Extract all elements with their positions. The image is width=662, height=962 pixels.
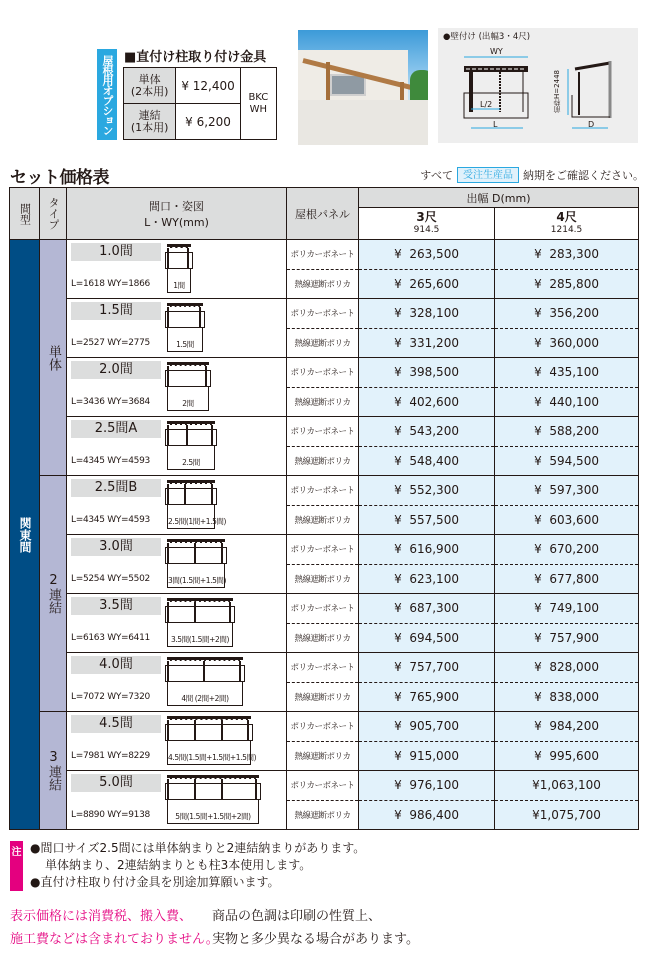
panel-polycarbonate: ポリカーボネート (287, 240, 359, 270)
notes (30, 840, 365, 891)
price-4shaku-poly: ¥ 670,200 (495, 535, 639, 565)
panel-heat-block: 熱線遮断ポリカ (287, 269, 359, 299)
size-dimensions: L=8890 WY=9138 (71, 810, 150, 820)
price-3shaku-poly: ¥ 976,100 (359, 771, 495, 801)
layout-figure-icon (167, 539, 227, 589)
order-notice (420, 167, 644, 183)
size-dimensions: L=5254 WY=5502 (71, 574, 150, 584)
height-label: 前枠H=2448 (553, 70, 561, 113)
notice-prefix: すべて (420, 169, 453, 182)
price-3shaku-heat: ¥ 548,400 (359, 446, 495, 476)
d-label: D (588, 120, 595, 129)
color-code: WH (249, 103, 268, 115)
size-dimensions: L=4345 WY=4593 (71, 456, 150, 466)
price-3shaku-poly: ¥ 328,100 (359, 299, 495, 329)
page-title: セット価格表 (10, 168, 109, 188)
span-label: 2.5間 (182, 458, 200, 467)
panel-heat-block: 熱線遮断ポリカ (287, 623, 359, 653)
panel-heat-block: 熱線遮断ポリカ (287, 682, 359, 712)
price-4shaku-heat: ¥ 677,800 (495, 564, 639, 594)
color-code: BKC (248, 91, 269, 103)
size-cell (67, 653, 287, 712)
layout-figure-icon (167, 716, 257, 766)
option-label-main: 単体 (138, 72, 161, 86)
notice-suffix: 納期をご確認ください。 (523, 169, 644, 182)
span-label: 1.5間 (176, 340, 194, 349)
table-row (10, 771, 639, 801)
roof-icon (167, 716, 251, 720)
panel-heat-block: 熱線遮断ポリカ (287, 800, 359, 830)
price-3shaku-heat: ¥ 265,600 (359, 269, 495, 299)
panel-polycarbonate: ポリカーボネート (287, 417, 359, 447)
disclaimer-line: 商品の色調は印刷の性質上、 (212, 909, 382, 924)
l-half-label: L/2 (480, 100, 493, 109)
size-dimensions: L=6163 WY=6411 (71, 633, 150, 643)
price-3shaku-heat: ¥ 986,400 (359, 800, 495, 830)
price-4shaku-poly: ¥ 597,300 (495, 476, 639, 506)
option-title: ■直付け柱取り付け金具 (124, 50, 267, 65)
layout-figure-icon (167, 657, 245, 707)
span-label: 3.5間(1.5間+2間) (170, 635, 230, 644)
panel-polycarbonate: ポリカーボネート (287, 653, 359, 683)
disclaimer-line: 実物と多少異なる場合があります。 (212, 932, 419, 947)
option-label-sub: (2本用) (130, 84, 169, 98)
price-4shaku-poly: ¥ 828,000 (495, 653, 639, 683)
size-dimensions: L=3436 WY=3684 (71, 397, 150, 407)
price-3shaku-poly: ¥ 757,700 (359, 653, 495, 683)
header-kei: 間型 (10, 188, 40, 240)
table-row (10, 417, 639, 447)
price-4shaku-poly: ¥ 435,100 (495, 358, 639, 388)
span-label: 3間(1.5間+1.5間) (168, 576, 227, 585)
note-mark: 注 (10, 841, 23, 891)
table-row (10, 358, 639, 388)
roof-icon (167, 421, 215, 425)
price-4shaku-heat: ¥ 594,500 (495, 446, 639, 476)
size-cell (67, 771, 287, 830)
table-row (10, 240, 639, 270)
roof-icon (167, 480, 215, 484)
size-name: 3.0間 (71, 538, 161, 556)
color-disclaimer (212, 905, 419, 951)
installation-diagram (438, 28, 638, 143)
span-base-icon (167, 328, 203, 352)
span-label: 5間(1.5間+1.5間+2間) (175, 812, 251, 821)
disclaimer-line: 施工費などは含まれておりません。 (10, 932, 219, 947)
fence-frame-icon (165, 370, 211, 387)
header-type: タイプ (40, 188, 67, 240)
roof-icon (167, 657, 243, 661)
price-3shaku-poly: ¥ 905,700 (359, 712, 495, 742)
span-base-icon (167, 387, 209, 411)
price-3shaku-poly: ¥ 263,500 (359, 240, 495, 270)
span-label: 4.5間(1.5間+1.5間+1.5間) (168, 753, 257, 762)
size-cell (67, 712, 287, 771)
price-3shaku-heat: ¥ 402,600 (359, 387, 495, 417)
table-row (10, 535, 639, 565)
layout-figure-icon (167, 303, 205, 353)
size-cell (67, 476, 287, 535)
price-3shaku-heat: ¥ 765,900 (359, 682, 495, 712)
roof-icon (167, 539, 225, 543)
price-3shaku-poly: ¥ 552,300 (359, 476, 495, 506)
price-4shaku-poly: ¥1,063,100 (495, 771, 639, 801)
price-3shaku-heat: ¥ 557,500 (359, 505, 495, 535)
layout-figure-icon (167, 244, 193, 294)
size-name: 4.0間 (71, 656, 161, 674)
roof-icon (167, 362, 209, 366)
panel-polycarbonate: ポリカーボネート (287, 771, 359, 801)
table-row (10, 653, 639, 683)
span-base-icon (167, 800, 259, 824)
header-4shaku: 4尺 1214.5 (495, 208, 639, 240)
size-dimensions: L=1618 WY=1866 (71, 279, 150, 289)
span-base-icon (167, 505, 227, 529)
fence-frame-icon (165, 665, 245, 682)
span-base-icon (167, 269, 191, 293)
size-cell (67, 417, 287, 476)
size-dimensions: L=4345 WY=4593 (71, 515, 150, 525)
diagram-caption: ●壁付け (出幅3・4尺) (443, 32, 531, 42)
layout-figure-icon (167, 775, 261, 825)
fence-frame-icon (165, 724, 253, 741)
size-cell (67, 358, 287, 417)
header-3shaku: 3尺 914.5 (359, 208, 495, 240)
price-4shaku-poly: ¥ 984,200 (495, 712, 639, 742)
wy-label: WY (490, 47, 503, 56)
roof-icon (167, 598, 233, 602)
fence-frame-icon (165, 547, 227, 564)
option-price: ¥ 12,400 (176, 68, 240, 104)
header-panel: 屋根パネル (287, 188, 359, 240)
panel-heat-block: 熱線遮断ポリカ (287, 387, 359, 417)
price-4shaku-heat: ¥ 838,000 (495, 682, 639, 712)
table-row (10, 594, 639, 624)
option-colors (240, 68, 276, 140)
price-3shaku-heat: ¥ 694,500 (359, 623, 495, 653)
photo-fence-wall (298, 100, 428, 145)
span-base-icon (167, 446, 215, 470)
header-size: 間口・姿図 L・WY(mm) (67, 188, 287, 240)
size-name: 2.5間A (71, 420, 161, 438)
price-4shaku-poly: ¥ 283,300 (495, 240, 639, 270)
span-base-icon (167, 682, 243, 706)
option-label-sub: (1本用) (130, 120, 169, 134)
fence-frame-icon (165, 783, 261, 800)
fence-frame-icon (165, 429, 217, 446)
panel-polycarbonate: ポリカーボネート (287, 476, 359, 506)
price-4shaku-poly: ¥ 588,200 (495, 417, 639, 447)
panel-polycarbonate: ポリカーボネート (287, 358, 359, 388)
price-4shaku-poly: ¥ 356,200 (495, 299, 639, 329)
layout-figure-icon (167, 598, 235, 648)
span-label: 4間 (2間+2間) (181, 694, 229, 703)
size-name: 2.0間 (71, 361, 161, 379)
size-dimensions: L=7072 WY=7320 (71, 692, 150, 702)
span-label: 1間 (173, 281, 185, 290)
product-photo (298, 30, 428, 145)
diagram-drawing (438, 28, 638, 143)
panel-polycarbonate: ポリカーボネート (287, 299, 359, 329)
price-3shaku-heat: ¥ 915,000 (359, 741, 495, 771)
fence-frame-icon (165, 311, 205, 328)
layout-figure-icon (167, 362, 211, 412)
size-cell (67, 535, 287, 594)
note-line: ●間口サイズ2.5間には単体納まりと2連結納まりがあります。 (30, 841, 366, 855)
option-label-main: 連結 (138, 108, 161, 122)
region-cell: 関東間 (10, 240, 40, 830)
panel-heat-block: 熱線遮断ポリカ (287, 505, 359, 535)
roof-icon (167, 775, 259, 779)
price-4shaku-heat: ¥ 757,900 (495, 623, 639, 653)
price-3shaku-poly: ¥ 543,200 (359, 417, 495, 447)
table-row (10, 476, 639, 506)
span-label: 2.5間(1間+1.5間) (168, 517, 227, 526)
price-4shaku-heat: ¥ 360,000 (495, 328, 639, 358)
type-cell: 単体 (40, 240, 67, 476)
size-name: 5.0間 (71, 774, 161, 792)
table-row (10, 712, 639, 742)
price-3shaku-poly: ¥ 398,500 (359, 358, 495, 388)
price-4shaku-heat: ¥ 995,600 (495, 741, 639, 771)
roof-icon (167, 303, 203, 307)
size-name: 2.5間B (71, 479, 161, 497)
header-depth: 出幅 D(mm) (359, 188, 639, 208)
panel-heat-block: 熱線遮断ポリカ (287, 564, 359, 594)
price-4shaku-heat: ¥ 440,100 (495, 387, 639, 417)
panel-polycarbonate: ポリカーボネート (287, 594, 359, 624)
option-label (124, 68, 176, 104)
price-3shaku-heat: ¥ 331,200 (359, 328, 495, 358)
tax-disclaimer (10, 905, 219, 951)
layout-figure-icon (167, 480, 227, 530)
option-row-single (124, 68, 277, 104)
roof-option-label: 屋根用オプション (97, 49, 117, 140)
type-cell: 2連結 (40, 476, 67, 712)
span-base-icon (167, 564, 225, 588)
span-base-icon (167, 741, 257, 765)
size-name: 3.5間 (71, 597, 161, 615)
span-label: 2間 (182, 399, 194, 408)
note-line: 単体納まり、2連結納まりとも柱3本使用します。 (45, 858, 312, 872)
size-name: 4.5間 (71, 715, 161, 733)
set-price-table (9, 187, 639, 830)
size-dimensions: L=7981 WY=8229 (71, 751, 150, 761)
price-4shaku-poly: ¥ 749,100 (495, 594, 639, 624)
option-price-table (123, 67, 277, 140)
price-4shaku-heat: ¥ 603,600 (495, 505, 639, 535)
fence-frame-icon (165, 606, 235, 623)
price-3shaku-poly: ¥ 687,300 (359, 594, 495, 624)
price-4shaku-heat: ¥ 285,800 (495, 269, 639, 299)
option-price: ¥ 6,200 (176, 104, 240, 140)
note-line: ●直付け柱取り付け金具を別途加算願います。 (30, 875, 280, 889)
panel-heat-block: 熱線遮断ポリカ (287, 741, 359, 771)
option-label (124, 104, 176, 140)
fence-frame-icon (165, 488, 217, 505)
size-cell (67, 240, 287, 299)
size-name: 1.5間 (71, 302, 161, 320)
made-to-order-badge: 受注生産品 (457, 167, 519, 183)
size-dimensions: L=2527 WY=2775 (71, 338, 150, 348)
table-row (10, 299, 639, 329)
disclaimer-line: 表示価格には消費税、搬入費、 (10, 909, 193, 924)
fence-frame-icon (165, 252, 193, 269)
panel-heat-block: 熱線遮断ポリカ (287, 328, 359, 358)
type-cell: 3連結 (40, 712, 67, 830)
size-cell (67, 594, 287, 653)
price-3shaku-poly: ¥ 616,900 (359, 535, 495, 565)
panel-heat-block: 熱線遮断ポリカ (287, 446, 359, 476)
layout-figure-icon (167, 421, 217, 471)
panel-polycarbonate: ポリカーボネート (287, 535, 359, 565)
size-cell (67, 299, 287, 358)
panel-polycarbonate: ポリカーボネート (287, 712, 359, 742)
price-3shaku-heat: ¥ 623,100 (359, 564, 495, 594)
l-label: L (493, 120, 498, 129)
size-name: 1.0間 (71, 243, 161, 261)
span-base-icon (167, 623, 233, 647)
price-4shaku-heat: ¥1,075,700 (495, 800, 639, 830)
